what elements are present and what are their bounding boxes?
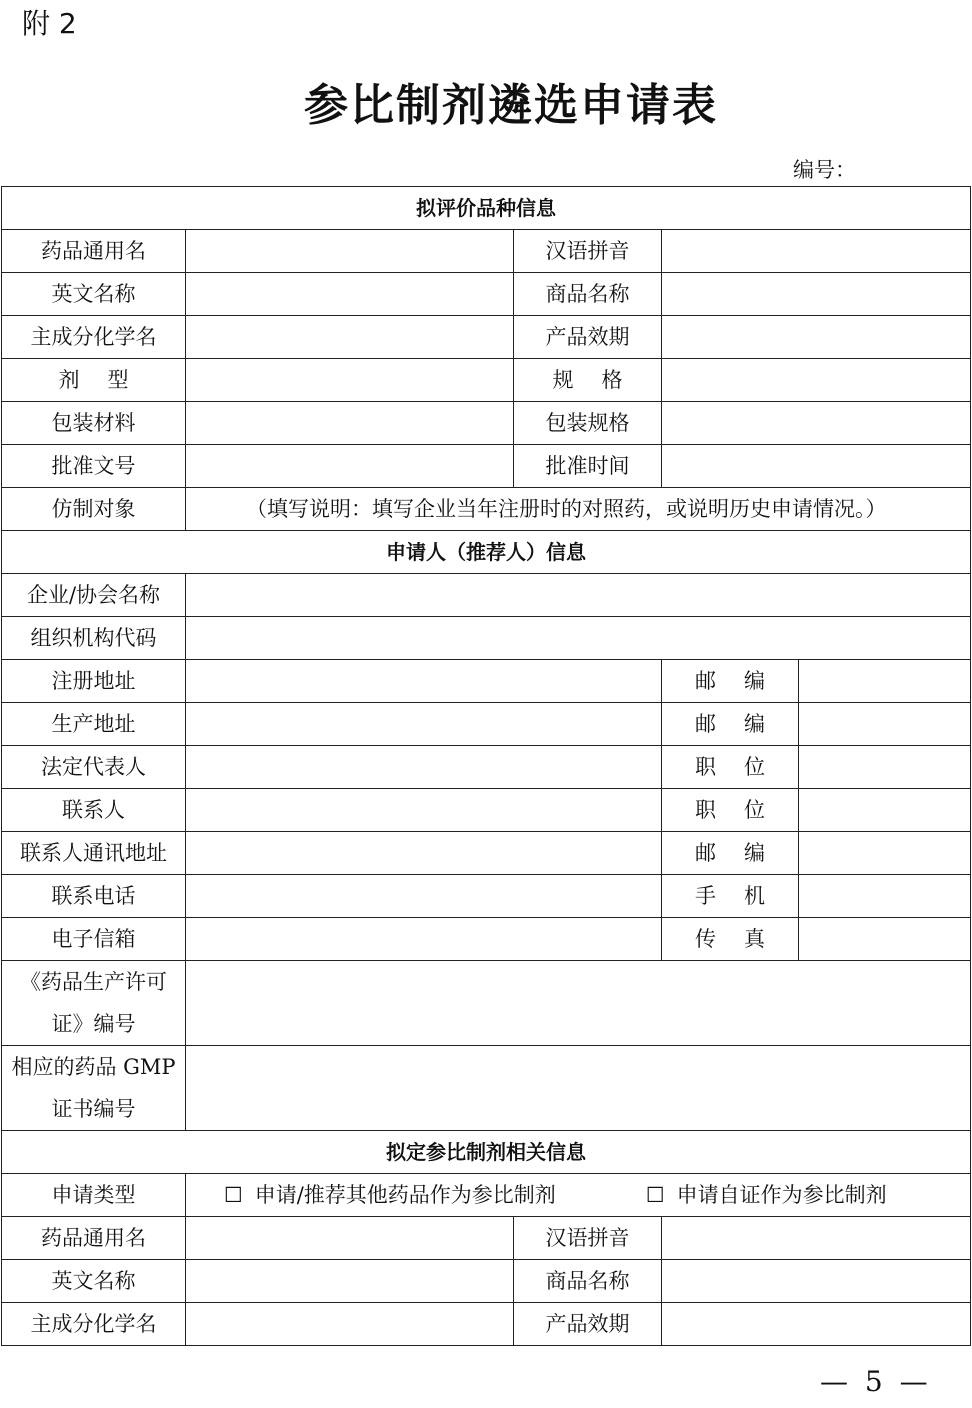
imitation-note: （填写说明：填写企业当年注册时的对照药，或说明历史申请情况。） [246,497,887,521]
label-legal-rep: 法定代表人 [2,746,186,789]
input-fax[interactable] [799,918,971,961]
form-title: 参比制剂遴选申请表 [304,80,718,131]
input-packaging-spec[interactable] [662,402,971,445]
label-license-line2: 证》编号 [51,1012,136,1036]
label-packaging-material: 包装材料 [2,402,186,445]
section-header-reference-info: 拟定参比制剂相关信息 [2,1131,971,1174]
label-ref-pinyin: 汉语拼音 [514,1217,662,1260]
input-phone[interactable] [186,875,662,918]
form-row [2,316,971,359]
form-row [2,574,971,617]
form-row [2,1260,971,1303]
form-row [2,402,971,445]
input-mobile[interactable] [799,875,971,918]
form-row [2,918,971,961]
serial-number-label: 编号： [793,158,856,182]
label-postcode: 邮编 [695,669,793,693]
label-reg-address: 注册地址 [2,660,186,703]
input-ref-chemical-name[interactable] [186,1303,514,1346]
label-position-cell [662,746,799,789]
input-contact-position[interactable] [799,789,971,832]
checkbox-icon[interactable]: ☐ [223,1183,243,1207]
form-row [2,746,971,789]
input-ref-trade-name[interactable] [662,1260,971,1303]
input-ref-validity[interactable] [662,1303,971,1346]
label-generic-name: 药品通用名 [2,230,186,273]
option-self-certify-label: 申请自证作为参比制剂 [676,1183,887,1207]
form-row [2,1303,971,1346]
label-position: 职位 [695,798,793,822]
input-gmp-number[interactable] [186,1046,971,1131]
section-header-row [2,1131,971,1174]
input-legal-rep[interactable] [186,746,662,789]
input-generic-name[interactable] [186,230,514,273]
input-license-number[interactable] [186,961,971,1046]
input-validity[interactable] [662,316,971,359]
section-header-row [2,187,971,230]
label-approval-number: 批准文号 [2,445,186,488]
section-header-applicant-info: 申请人（推荐人）信息 [2,531,971,574]
input-specification[interactable] [662,359,971,402]
label-position: 职位 [695,755,793,779]
option-self-certify[interactable] [578,1174,954,1216]
input-ref-generic-name[interactable] [186,1217,514,1260]
option-recommend-other[interactable] [202,1174,578,1216]
label-packaging-spec: 包装规格 [514,402,662,445]
label-fax: 传真 [695,927,793,951]
label-dosage-form-cell [2,359,186,402]
label-ref-trade-name: 商品名称 [514,1260,662,1303]
label-pinyin: 汉语拼音 [514,230,662,273]
label-mobile: 手机 [695,884,793,908]
label-approval-time: 批准时间 [514,445,662,488]
input-dosage-form[interactable] [186,359,514,402]
input-company-name[interactable] [186,574,971,617]
input-legal-rep-position[interactable] [799,746,971,789]
form-row [2,445,971,488]
label-mobile-cell [662,875,799,918]
label-english-name: 英文名称 [2,273,186,316]
option-recommend-other-label: 申请/推荐其他药品作为参比制剂 [254,1183,556,1207]
label-company-name: 企业/协会名称 [2,574,186,617]
input-chemical-name[interactable] [186,316,514,359]
input-approval-number[interactable] [186,445,514,488]
label-fax-cell [662,918,799,961]
form-row [2,617,971,660]
label-ref-validity: 产品效期 [514,1303,662,1346]
label-contact-address: 联系人通讯地址 [2,832,186,875]
input-contact-address[interactable] [186,832,662,875]
form-row [2,359,971,402]
checkbox-icon[interactable]: ☐ [645,1183,665,1207]
input-ref-english-name[interactable] [186,1260,514,1303]
input-contact-postcode[interactable] [799,832,971,875]
input-production-address[interactable] [186,703,662,746]
label-postcode: 邮编 [695,712,793,736]
label-production-address: 生产地址 [2,703,186,746]
label-ref-chemical-name: 主成分化学名 [2,1303,186,1346]
input-reg-address[interactable] [186,660,662,703]
label-license-number [2,961,186,1046]
label-phone: 联系电话 [2,875,186,918]
label-license-line1: 《药品生产许可 [20,970,167,994]
label-gmp-line2: 证书编号 [51,1097,136,1121]
form-row [2,875,971,918]
label-dosage-form: 剂型 [58,368,157,392]
input-email[interactable] [186,918,662,961]
label-gmp-number [2,1046,186,1131]
form-row [2,703,971,746]
input-reg-postcode[interactable] [799,660,971,703]
input-production-postcode[interactable] [799,703,971,746]
input-imitation-target[interactable] [186,488,971,531]
application-type-options [186,1174,971,1217]
label-ref-generic-name: 药品通用名 [2,1217,186,1260]
input-contact[interactable] [186,789,662,832]
form-row [2,230,971,273]
label-postcode: 邮编 [695,841,793,865]
input-ref-pinyin[interactable] [662,1217,971,1260]
label-postcode-cell [662,703,799,746]
label-specification-cell [514,359,662,402]
label-gmp-line1: 相应的药品 GMP [11,1055,176,1079]
label-postcode-cell [662,660,799,703]
input-trade-name[interactable] [662,273,971,316]
form-row [2,961,971,1046]
page-number: — 5 — [820,1365,932,1398]
application-form-table [1,186,971,1346]
section-header-row [2,531,971,574]
annex-label: 附 2 [22,7,77,40]
input-org-code[interactable] [186,617,971,660]
input-pinyin[interactable] [662,230,971,273]
input-approval-time[interactable] [662,445,971,488]
form-row [2,1046,971,1131]
form-row [2,488,971,531]
label-specification: 规格 [552,368,651,392]
label-ref-english-name: 英文名称 [2,1260,186,1303]
label-trade-name: 商品名称 [514,273,662,316]
label-contact: 联系人 [2,789,186,832]
label-postcode-cell [662,832,799,875]
input-english-name[interactable] [186,273,514,316]
label-org-code: 组织机构代码 [2,617,186,660]
label-position-cell [662,789,799,832]
form-row [2,273,971,316]
label-chemical-name: 主成分化学名 [2,316,186,359]
label-email: 电子信箱 [2,918,186,961]
input-packaging-material[interactable] [186,402,514,445]
label-imitation-target: 仿制对象 [2,488,186,531]
form-row [2,660,971,703]
form-row [2,832,971,875]
section-header-product-info: 拟评价品种信息 [2,187,971,230]
label-validity: 产品效期 [514,316,662,359]
form-row [2,1174,971,1217]
label-application-type: 申请类型 [2,1174,186,1217]
form-row [2,789,971,832]
form-row [2,1217,971,1260]
